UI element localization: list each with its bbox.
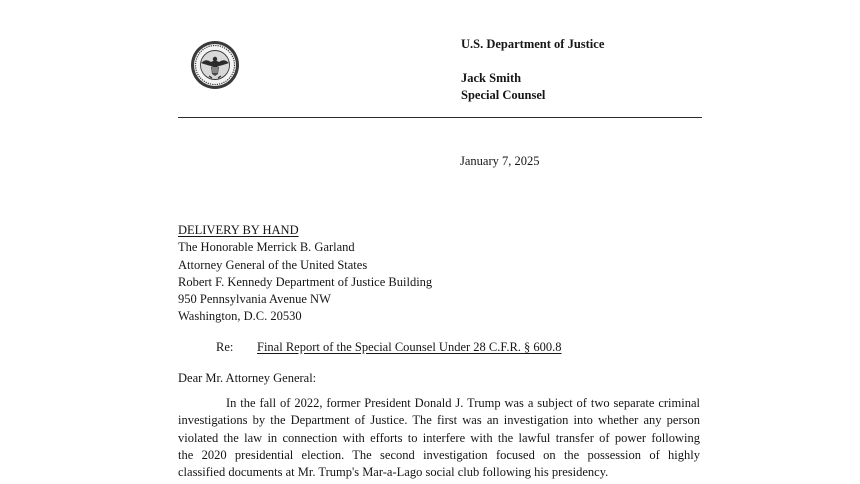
letter-date: January 7, 2025 bbox=[460, 154, 540, 168]
address-line: Robert F. Kennedy Department of Justice Building bbox=[178, 274, 433, 289]
body-line: In the fall of 2022, former President Donald J. Trump was a subject of two separate criminal bbox=[226, 396, 700, 410]
body-line: violated the law in connection with efforts to interfere with the lawful transfer of power following bbox=[178, 430, 700, 445]
body-line: classified documents at Mr. Trump's Mar-a-Lago social club following his presidency. bbox=[178, 465, 609, 480]
header-divider bbox=[178, 117, 702, 118]
body-line: the 2020 presidential election. The second investigation focused on the possession of highly bbox=[178, 447, 700, 462]
author-name: Jack Smith bbox=[461, 71, 522, 85]
re-label: Re: bbox=[216, 340, 234, 354]
body-line: investigations by the Department of Justice. The first was an investigation into whether any person bbox=[178, 413, 700, 428]
author-title: Special Counsel bbox=[461, 88, 546, 102]
delivery-method: DELIVERY BY HAND bbox=[178, 223, 299, 237]
department-name: U.S. Department of Justice bbox=[461, 37, 605, 51]
salutation: Dear Mr. Attorney General: bbox=[178, 371, 317, 385]
address-line: Washington, D.C. 20530 bbox=[178, 309, 302, 324]
body-paragraph bbox=[178, 395, 700, 481]
recipient-address-block bbox=[178, 222, 432, 326]
doj-seal-icon bbox=[190, 40, 240, 90]
address-line: The Honorable Merrick B. Garland bbox=[178, 240, 355, 255]
re-subject: Final Report of the Special Counsel Under 28 C.F.R. § 600.8 bbox=[257, 340, 562, 354]
address-line: 950 Pennsylvania Avenue NW bbox=[178, 292, 331, 307]
address-line: Attorney General of the United States bbox=[178, 257, 368, 272]
